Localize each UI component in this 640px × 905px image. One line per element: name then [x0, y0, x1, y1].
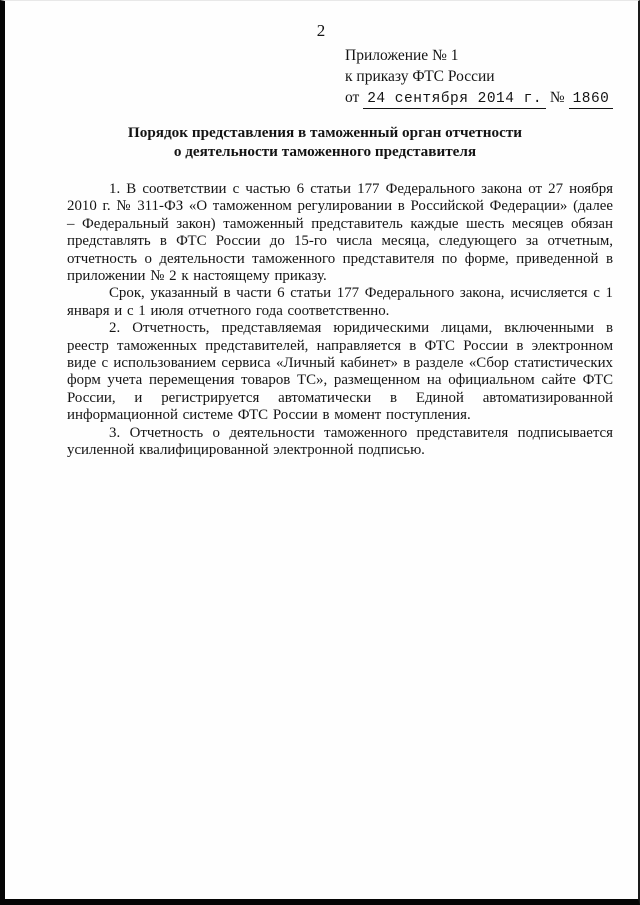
appendix-number-sign: №	[549, 89, 565, 106]
document-title-line-1: Порядок представления в таможенный орган отчетности	[127, 124, 523, 141]
paragraph-4: 3. Отчетность о деятельности таможенного представителя подписывается усиленной квалифицированной электронной подписью.	[67, 424, 613, 459]
appendix-line-2: к приказу ФТС России	[345, 68, 495, 85]
paragraph-1: 1. В соответствии с частью 6 статьи 177 Федерального закона от 27 ноября 2010 г. № 311-ФЗ «О таможенном регулировании в Российской Федерации» (далее – Федеральный закон) таможенный представитель каждые шесть месяцев обязан представлять в ФТС России до 15-го числа месяца, следующего за отчетным, отчетность о деятельности таможенного представителя по форме, приведенной в приложении № 2 к настоящему приказу.	[67, 181, 613, 285]
page-number: 2	[316, 21, 327, 40]
appendix-line-3	[345, 87, 613, 110]
appendix-line-1: Приложение № 1	[345, 47, 459, 64]
appendix-block	[345, 45, 613, 110]
appendix-date-value: 24 сентября 2014 г.	[363, 91, 546, 109]
document-title-line-2: о деятельности таможенного представителя	[173, 143, 477, 160]
appendix-date-prefix: от	[345, 89, 360, 106]
paragraph-2: Срок, указанный в части 6 статьи 177 Федерального закона, исчисляется с 1 января и с 1 июля отчетного года соответственно.	[67, 285, 613, 319]
document-title	[65, 123, 585, 161]
document-body	[67, 181, 613, 460]
paragraph-3: 2. Отчетность, представляемая юридическими лицами, включенными в реестр таможенных представителей, направляется в ФТС России в электронном виде с использованием сервиса «Личный кабинет» в разделе «Сбор статистических форм учета перемещения товаров ТС», размещенном на официальном сайте ФТС России, и регистрируется автоматически в Единой автоматизированной информационной системе ФТС России в момент поступления.	[67, 320, 613, 424]
appendix-number-value: 1860	[569, 91, 614, 109]
